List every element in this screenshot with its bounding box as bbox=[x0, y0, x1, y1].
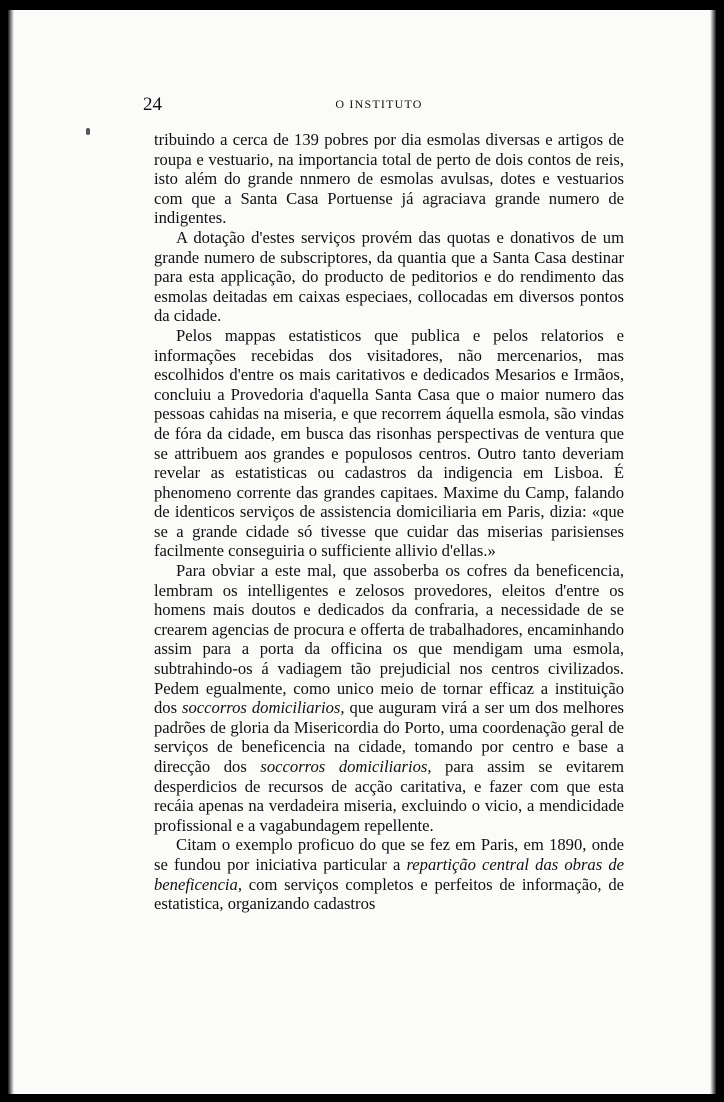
text-run: Pelos mappas estatisticos que publica e pelos relatorios e informações recebidas dos visitadores, não mercenarios, mas escolhidos d'entre os mais caritativos e dedicados Mesarios e Irmãos, concluiu a Provedoria d'aquella Santa Casa que o maior numero das pessoas cahidas na miseria, e que recorrem áquella esmola, são vindas de fóra da cidade, em busca das risonhas perspectivas de ventura que se attribuem aos grandes e populosos centros. Outro tanto deveriam revelar as estatisticas ou cadastros da indigencia em Lisboa. É phenomeno corrente das grandes capitaes. Maxime du Camp, falando de identicos serviços de assistencia domiciliaria em Paris, dizia: «que se a grande cidade só tivesse que cuidar das miserias parisienses facilmente conseguiria o sufficiente allivio d'ellas.» bbox=[154, 325, 624, 561]
paragraph bbox=[154, 130, 624, 228]
text-run: com serviços completos e perfeitos de informação, de estatistica, organizando cadastros bbox=[154, 874, 624, 914]
italic-text: soccorros domiciliarios, bbox=[260, 757, 432, 776]
page-number: 24 bbox=[143, 94, 162, 115]
page-edge-right bbox=[710, 10, 716, 1094]
text-run: tribuindo a cerca de 139 pobres por dia esmolas diversas e artigos de roupa e vestuario, na importancia total de perto de dois contos de reis, isto além do grande nnmero de esmolas avulsas, dotes e vestuarios com que a Santa Casa Portuense já agraciava grande numero de indigentes. bbox=[154, 130, 624, 228]
running-title: O INSTITUTO bbox=[335, 97, 423, 111]
paragraph bbox=[154, 561, 624, 835]
page-header bbox=[143, 94, 615, 116]
text-run: A dotação d'estes serviços provém das quotas e donativos de um grande numero de subscriptores, da quantia que a Santa Casa destinar para esta applicação, do producto de peditorios e do rendimento das esmolas deitadas em caixas especiaes, collocadas em diversos pontos da cidade. bbox=[154, 227, 624, 326]
body-text bbox=[154, 130, 624, 914]
text-run: para assim se evitarem desperdicios de recursos de acção caritativa, e fazer com que esta recáia apenas na verdadeira miseria, excluindo o vicio, a mendicidade profissional e a vagabundagem repellente. bbox=[154, 757, 624, 835]
text-run: que auguram virá a ser um dos melhores padrões de gloria da Misericordia do Porto, uma coordenação geral de serviços de beneficencia na cidade, tomando por centro e base a direcção dos bbox=[154, 698, 625, 776]
italic-text: repartição central das obras de beneficencia, bbox=[154, 854, 624, 894]
paragraph bbox=[154, 326, 624, 561]
text-run: Para obviar a este mal, que assoberba os cofres da beneficencia, lembram os intelligentes e zelosos provedores, eleitos d'entre os homens mais doutos e dedicados da confraria, a necessidade de se crearem agencias de procura e offerta de trabalhadores, encaminhando assim para a porta da officina os que mendigam uma esmola, subtrahindo-os á vadiagem tão prejudicial nos centros civilizados. Pedem egualmente, como unico meio de tornar efficaz a instituição dos bbox=[154, 561, 624, 718]
italic-text: soccorros domiciliarios, bbox=[182, 698, 345, 718]
paragraph bbox=[154, 228, 624, 326]
paragraph bbox=[154, 835, 624, 913]
ink-speck bbox=[86, 128, 90, 135]
page-edge-left bbox=[8, 10, 14, 1094]
book-page bbox=[8, 10, 716, 1094]
text-run: Citam o exemplo proficuo do que se fez em Paris, em 1890, onde se fundou por iniciativa particular a bbox=[154, 835, 624, 874]
